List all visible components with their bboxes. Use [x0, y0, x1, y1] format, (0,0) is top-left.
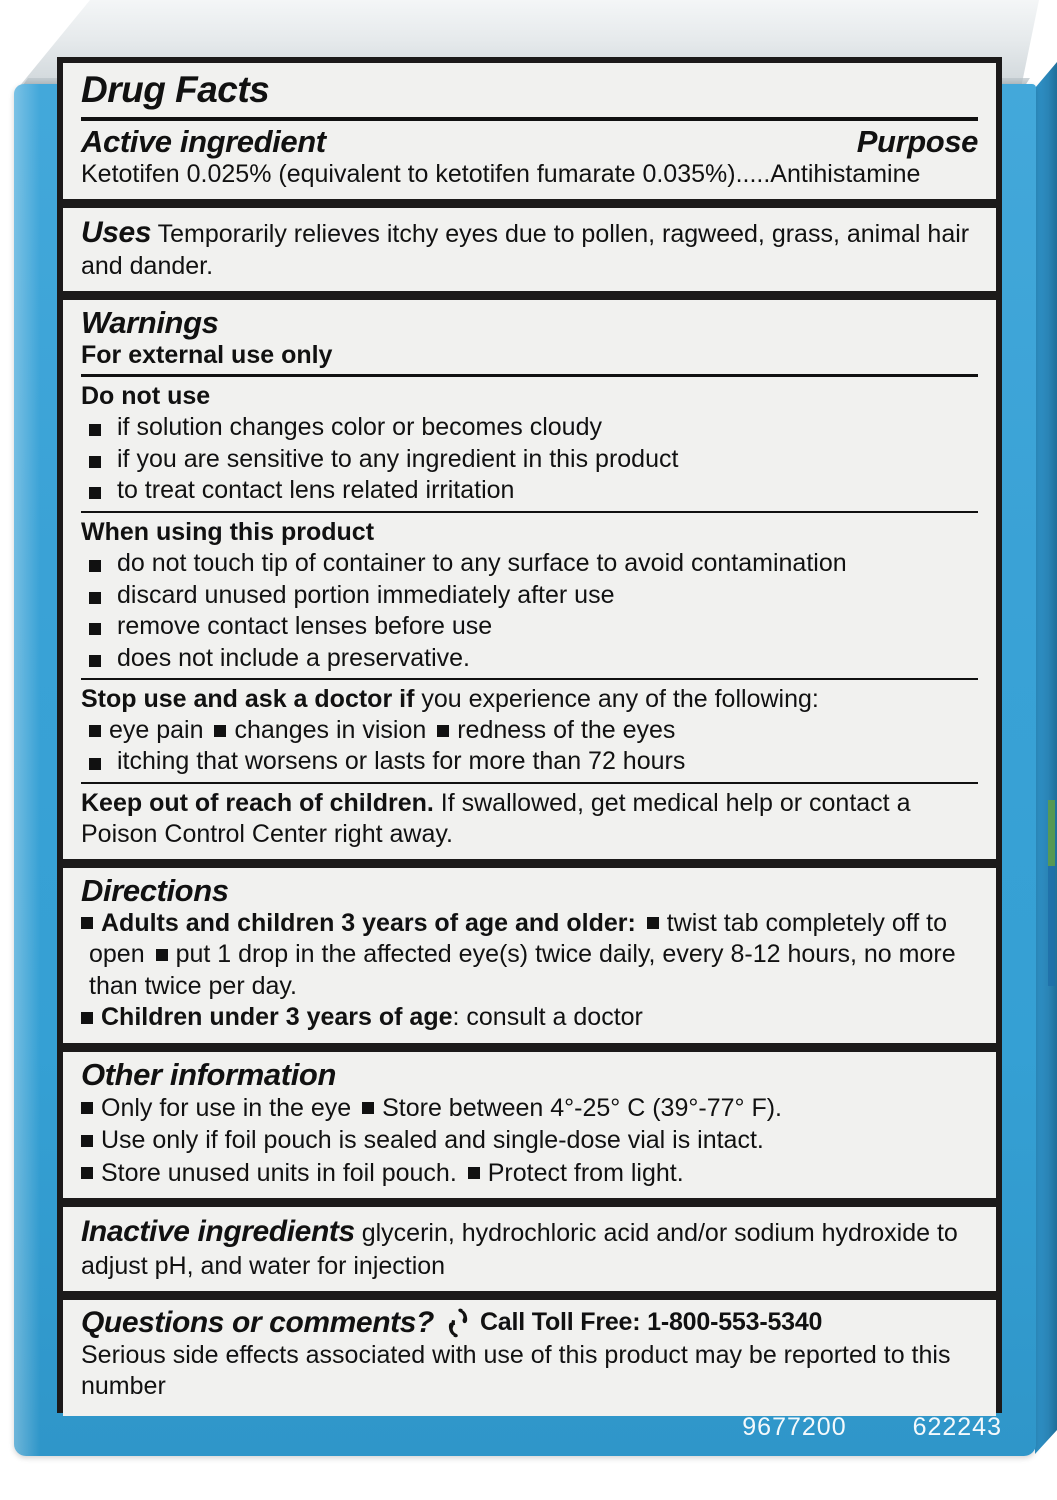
- section-directions: [63, 868, 996, 1043]
- stop-use-item: changes in vision: [234, 716, 427, 745]
- inactive-ingredients-heading: Inactive ingredients: [81, 1215, 355, 1249]
- list-item: itching that worsens or lasts for more than 72 hours: [81, 746, 978, 778]
- list-item: does not include a preservative.: [81, 643, 978, 675]
- bullet-square-icon: [81, 1102, 93, 1114]
- directions-children-label: Children under 3 years of age: [101, 1003, 453, 1032]
- keep-out-heading: Keep out of reach of children.: [81, 788, 434, 817]
- active-ingredient-heading: Active ingredient: [81, 123, 326, 159]
- when-using-heading: When using this product: [81, 517, 375, 546]
- keep-out-text: If swallowed, get medical help or contact a Poison Control Center right away.: [81, 788, 911, 848]
- warnings-divider-1: [81, 374, 978, 377]
- stop-use-heading: Stop use and ask a doctor if: [81, 685, 415, 714]
- section-separator: [63, 1291, 996, 1300]
- directions-heading: Directions: [81, 872, 229, 908]
- list-item: if solution changes color or becomes cloudy: [81, 412, 978, 444]
- section-active-ingredient: [63, 63, 996, 199]
- warnings-heading: Warnings: [81, 304, 219, 340]
- list-item: if you are sensitive to any ingredient in this product: [81, 444, 978, 476]
- section-other-information: [63, 1052, 996, 1199]
- other-information-heading: Other information: [81, 1056, 336, 1092]
- drug-facts-panel: [57, 57, 1002, 1413]
- questions-heading: Questions or comments?: [81, 1305, 434, 1339]
- questions-note: Serious side effects associated with use of this product may be reported to this number: [81, 1340, 951, 1400]
- other-info-item: Only for use in the eye: [101, 1093, 352, 1122]
- active-ingredient-text: Ketotifen 0.025% (equivalent to ketotifen fumarate 0.035%).....Antihistamine: [81, 159, 921, 188]
- bullet-square-icon: [81, 917, 93, 929]
- bullet-square-icon: [362, 1102, 374, 1114]
- list-item: discard unused portion immediately after use: [81, 580, 978, 612]
- do-not-use-heading: Do not use: [81, 382, 211, 411]
- directions-children-text: : consult a doctor: [452, 1003, 643, 1032]
- section-separator: [63, 199, 996, 208]
- directions-step: twist tab completely off to open: [89, 908, 948, 969]
- stop-use-item: redness of the eyes: [457, 716, 676, 745]
- bullet-square-icon: [81, 1135, 93, 1147]
- warnings-divider-2: [81, 511, 978, 513]
- section-questions: [63, 1300, 996, 1416]
- keep-out-of-reach: [81, 788, 978, 850]
- bullet-square-icon: [81, 1167, 93, 1179]
- other-info-line-1: [81, 1092, 978, 1125]
- code-left: 9677200: [742, 1413, 847, 1441]
- section-separator: [63, 1043, 996, 1052]
- directions-step: put 1 drop in the affected eye(s) twice daily, every 8-12 hours, no more than twice per day.: [89, 940, 956, 1000]
- bullet-square-icon: [89, 725, 101, 737]
- directions-children: [81, 1002, 978, 1034]
- bullet-square-icon: [81, 1012, 93, 1024]
- section-separator: [63, 1198, 996, 1207]
- other-info-item: Store unused units in foil pouch.: [101, 1158, 457, 1187]
- section-separator: [63, 859, 996, 868]
- active-ingredient-headings: [81, 125, 978, 159]
- stop-use-list: [81, 746, 978, 778]
- uses-text: Temporarily relieves itchy eyes due to pollen, ragweed, grass, animal hair and dander.: [81, 219, 970, 280]
- stop-use-line: [81, 684, 978, 715]
- list-item: remove contact lenses before use: [81, 611, 978, 643]
- warnings-divider-4: [81, 782, 978, 784]
- other-info-item: Protect from light.: [487, 1158, 684, 1187]
- other-info-line-2: [81, 1124, 978, 1157]
- section-warnings: [63, 300, 996, 859]
- bullet-square-icon: [468, 1167, 480, 1179]
- section-separator: [63, 291, 996, 300]
- when-using-list: [81, 548, 978, 674]
- bullet-square-icon: [214, 725, 226, 737]
- list-item: to treat contact lens related irritation: [81, 475, 978, 507]
- page-title: Drug Facts: [81, 69, 270, 110]
- stop-use-item: eye pain: [109, 716, 204, 745]
- carton-right-accent-green: [1048, 800, 1055, 866]
- bullet-square-icon: [647, 917, 659, 929]
- stop-use-inline-items: [81, 715, 978, 746]
- purpose-heading: Purpose: [856, 123, 978, 159]
- code-right: 622243: [912, 1413, 1002, 1441]
- section-inactive-ingredients: [63, 1207, 996, 1290]
- carton-right-face: [1035, 62, 1057, 1454]
- warnings-divider-3: [81, 678, 978, 680]
- carton-right-accent-blue: [1048, 866, 1055, 986]
- other-info-line-3: [81, 1157, 978, 1190]
- toll-free-number[interactable]: Call Toll Free: 1-800-553-5340: [479, 1308, 823, 1337]
- bullet-square-icon: [156, 949, 168, 961]
- warnings-external-use: For external use only: [81, 340, 333, 369]
- list-item: do not touch tip of container to any surface to avoid contamination: [81, 548, 978, 580]
- section-uses: [63, 208, 996, 291]
- other-info-item: Use only if foil pouch is sealed and single-dose vial is intact.: [101, 1126, 764, 1155]
- stop-use-lead: you experience any of the following:: [421, 685, 819, 714]
- do-not-use-list: [81, 412, 978, 507]
- telephone-handset-icon: [448, 1308, 470, 1338]
- bullet-square-icon: [437, 725, 449, 737]
- uses-heading: Uses: [81, 215, 152, 249]
- other-info-item: Store between 4°-25° C (39°-77° F).: [382, 1093, 782, 1122]
- inactive-ingredients-text: glycerin, hydrochloric acid and/or sodium hydroxide to adjust pH, and water for injection: [81, 1219, 958, 1280]
- footer-codes: [0, 1413, 1002, 1442]
- directions-adults: Adults and children 3 years of age and older: twist tab completely off to open put 1 drop in the affected eye(s) twice daily, every 8-12 hours, no more than twice per day.: [81, 908, 978, 1003]
- title-divider: [81, 117, 978, 121]
- directions-adults-label: Adults and children 3 years of age and older: [101, 908, 628, 937]
